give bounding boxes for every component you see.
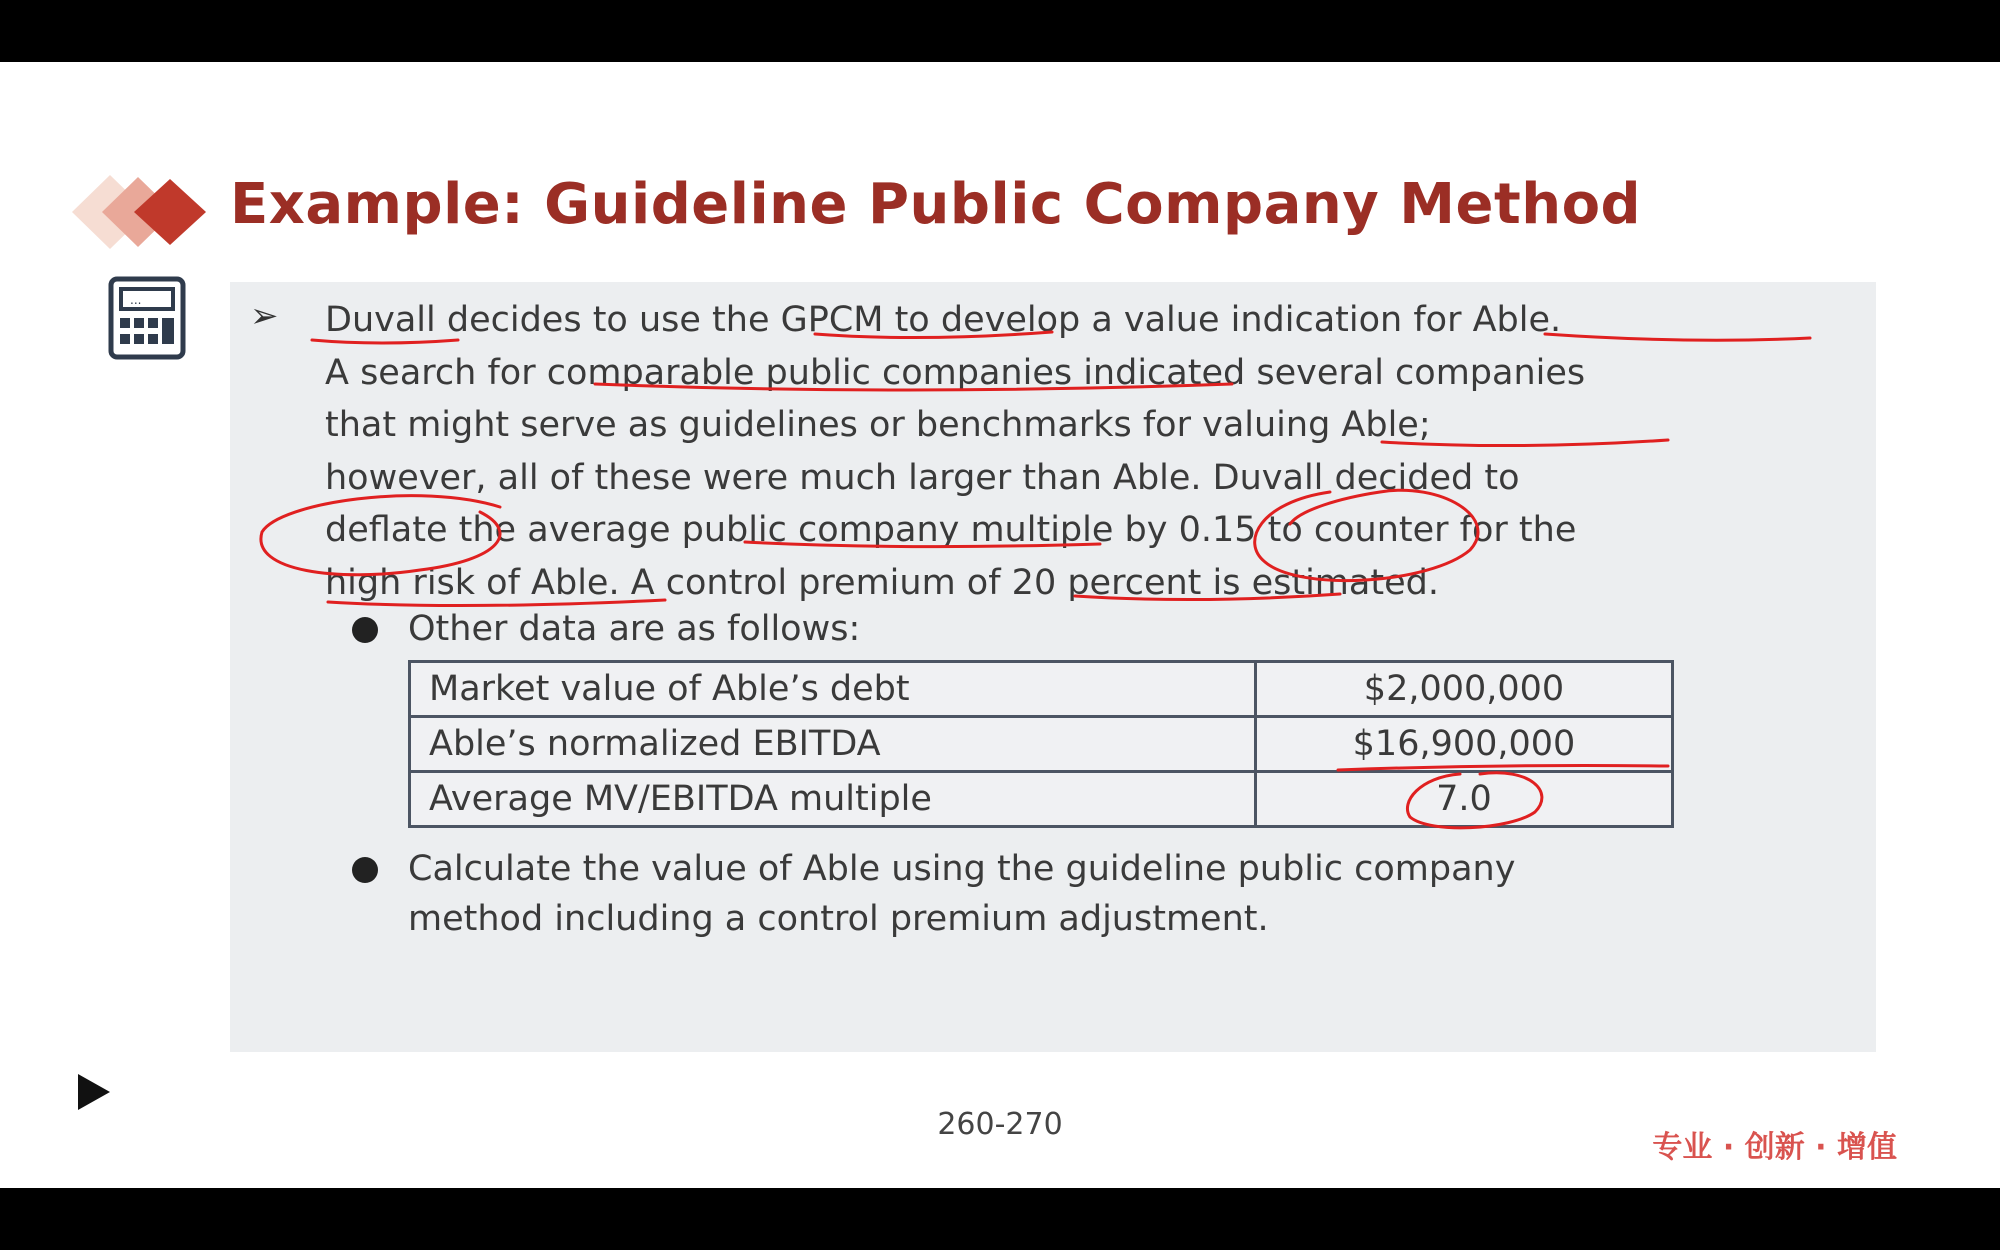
table-cell-value: 7.0 xyxy=(1256,772,1673,827)
slide xyxy=(0,62,2000,1188)
table-cell-value: $16,900,000 xyxy=(1256,717,1673,772)
arrow-bullet-icon: ➢ xyxy=(250,296,279,336)
video-letterbox-top xyxy=(0,0,2000,62)
data-table xyxy=(408,660,1674,828)
paragraph-line: deflate the average public company multiple by 0.15 to counter for the xyxy=(325,510,1577,550)
table-cell-label: Average MV/EBITDA multiple xyxy=(410,772,1256,827)
table-cell-label: Market value of Able’s debt xyxy=(410,662,1256,717)
calculator-icon xyxy=(108,276,186,360)
table-row xyxy=(410,772,1673,827)
diamond-arrows-icon xyxy=(72,167,222,257)
content-panel xyxy=(230,282,1876,1052)
video-letterbox-bottom xyxy=(0,1188,2000,1250)
table-cell-label: Able’s normalized EBITDA xyxy=(410,717,1256,772)
sub-bullet-other-data: Other data are as follows: xyxy=(408,609,861,649)
sub-bullet-calculate-line-1: Calculate the value of Able using the guideline public company xyxy=(408,849,1516,889)
paragraph-line: that might serve as guidelines or benchmarks for valuing Able; xyxy=(325,405,1431,445)
svg-text:...: ... xyxy=(130,293,142,307)
paragraph-line: A search for comparable public companies indicated several companies xyxy=(325,352,1586,393)
paragraph-line: however, all of these were much larger than Able. Duvall decided to xyxy=(325,457,1520,498)
main-paragraph xyxy=(325,294,1855,609)
paragraph-line: Duvall decides to use the GPCM to develop a value indication for Able. xyxy=(325,300,1562,340)
brand-slogan: 专业 · 创新 · 增值 xyxy=(1652,1130,1897,1165)
table-cell-value: $2,000,000 xyxy=(1256,662,1673,717)
paragraph-line: high risk of Able. A control premium of 20 percent is estimated. xyxy=(325,562,1439,603)
slide-title: Example: Guideline Public Company Method xyxy=(230,172,1642,237)
bullet-dot xyxy=(352,857,378,883)
page-number: 260-270 xyxy=(937,1107,1063,1142)
table-row xyxy=(410,717,1673,772)
play-icon[interactable] xyxy=(74,1072,114,1112)
bullet-dot xyxy=(352,617,378,643)
sub-bullet-calculate-line-2: method including a control premium adjustment. xyxy=(408,899,1269,939)
table-row xyxy=(410,662,1673,717)
